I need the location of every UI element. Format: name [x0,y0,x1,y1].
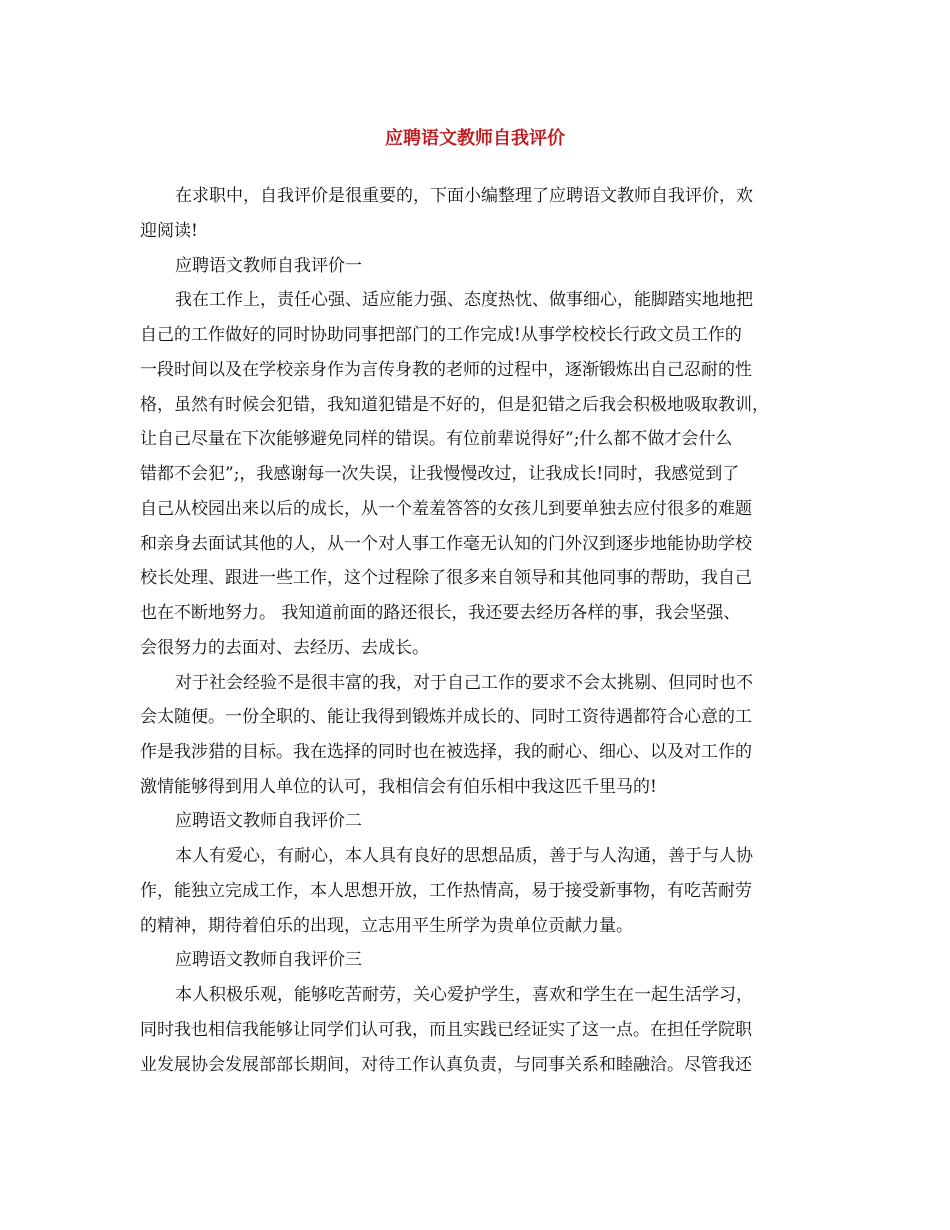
paragraph-line: 我在工作上，责任心强、适应能力强、态度热忱、做事细心，能脚踏实地地把 [175,290,753,310]
paragraph-line: 在求职中，自我评价是很重要的，下面小编整理了应聘语文教师自我评价，欢 [175,186,753,206]
paragraph-line: 和亲身去面试其他的人，从一个对人事工作毫无认知的门外汉到逐步地能协助学校 [140,534,752,554]
paragraph-line: 也在不断地努力。 我知道前面的路还很长，我还要去经历各样的事，我会坚强、 [140,603,741,623]
paragraph-line: 激情能够得到用人单位的认可，我相信会有伯乐相中我这匹千里马的! [140,777,657,797]
paragraph-line: 格，虽然有时候会犯错，我知道犯错是不好的，但是犯错之后我会积极地吸取教训， [140,395,769,415]
paragraph-line: 的精神，期待着伯乐的出现，立志用平生所学为贵单位贡献力量。 [140,916,633,936]
paragraph-line: 迎阅读! [140,221,198,241]
section-heading: 应聘语文教师自我评价三 [175,950,362,970]
section-heading: 应聘语文教师自我评价一 [175,256,362,276]
paragraph-line: 对于社会经验不是很丰富的我，对于自己工作的要求不会太挑剔、但同时也不 [175,673,753,693]
paragraph-line: 校长处理、跟进一些工作，这个过程除了很多来自领导和其他同事的帮助，我自己 [140,568,752,588]
paragraph-line: 作是我涉猎的目标。我在选择的同时也在被选择，我的耐心、细心、以及对工作的 [140,742,752,762]
paragraph-line: 同时我也相信我能够让同学们认可我，而且实践已经证实了这一点。在担任学院职 [140,1020,752,1040]
section-heading: 应聘语文教师自我评价二 [175,811,362,831]
document-title: 应聘语文教师自我评价 [385,128,565,149]
paragraph-line: 作，能独立完成工作，本人思想开放，工作热情高，易于接受新事物，有吃苦耐劳 [140,881,752,901]
paragraph-line: 业发展协会发展部部长期间，对待工作认真负责，与同事关系和睦融洽。尽管我还 [140,1055,752,1075]
paragraph-line: 会很努力的去面对、去经历、去成长。 [140,638,429,658]
paragraph-line: 本人积极乐观，能够吃苦耐劳，关心爱护学生，喜欢和学生在一起生活学习， [175,985,753,1005]
paragraph-line: 本人有爱心，有耐心，本人具有良好的思想品质，善于与人沟通，善于与人协 [175,846,753,866]
paragraph-line: 自己从校园出来以后的成长，从一个羞羞答答的女孩儿到要单独去应付很多的难题 [140,499,752,519]
paragraph-line: 错都不会犯”;，我感谢每一次失误，让我慢慢改过，让我成长!同时，我感觉到了 [140,464,740,484]
paragraph-line: 一段时间以及在学校亲身作为言传身教的老师的过程中，逐渐锻炼出自己忍耐的性 [140,360,752,380]
paragraph-line: 会太随便。一份全职的、能让我得到锻炼并成长的、同时工资待遇都符合心意的工 [140,707,752,727]
paragraph-line: 自己的工作做好的同时协助同事把部门的工作完成!从事学校校长行政文员工作的 [140,325,742,345]
paragraph-line: 让自己尽量在下次能够避免同样的错误。有位前辈说得好”;什么都不做才会什么 [140,429,733,449]
